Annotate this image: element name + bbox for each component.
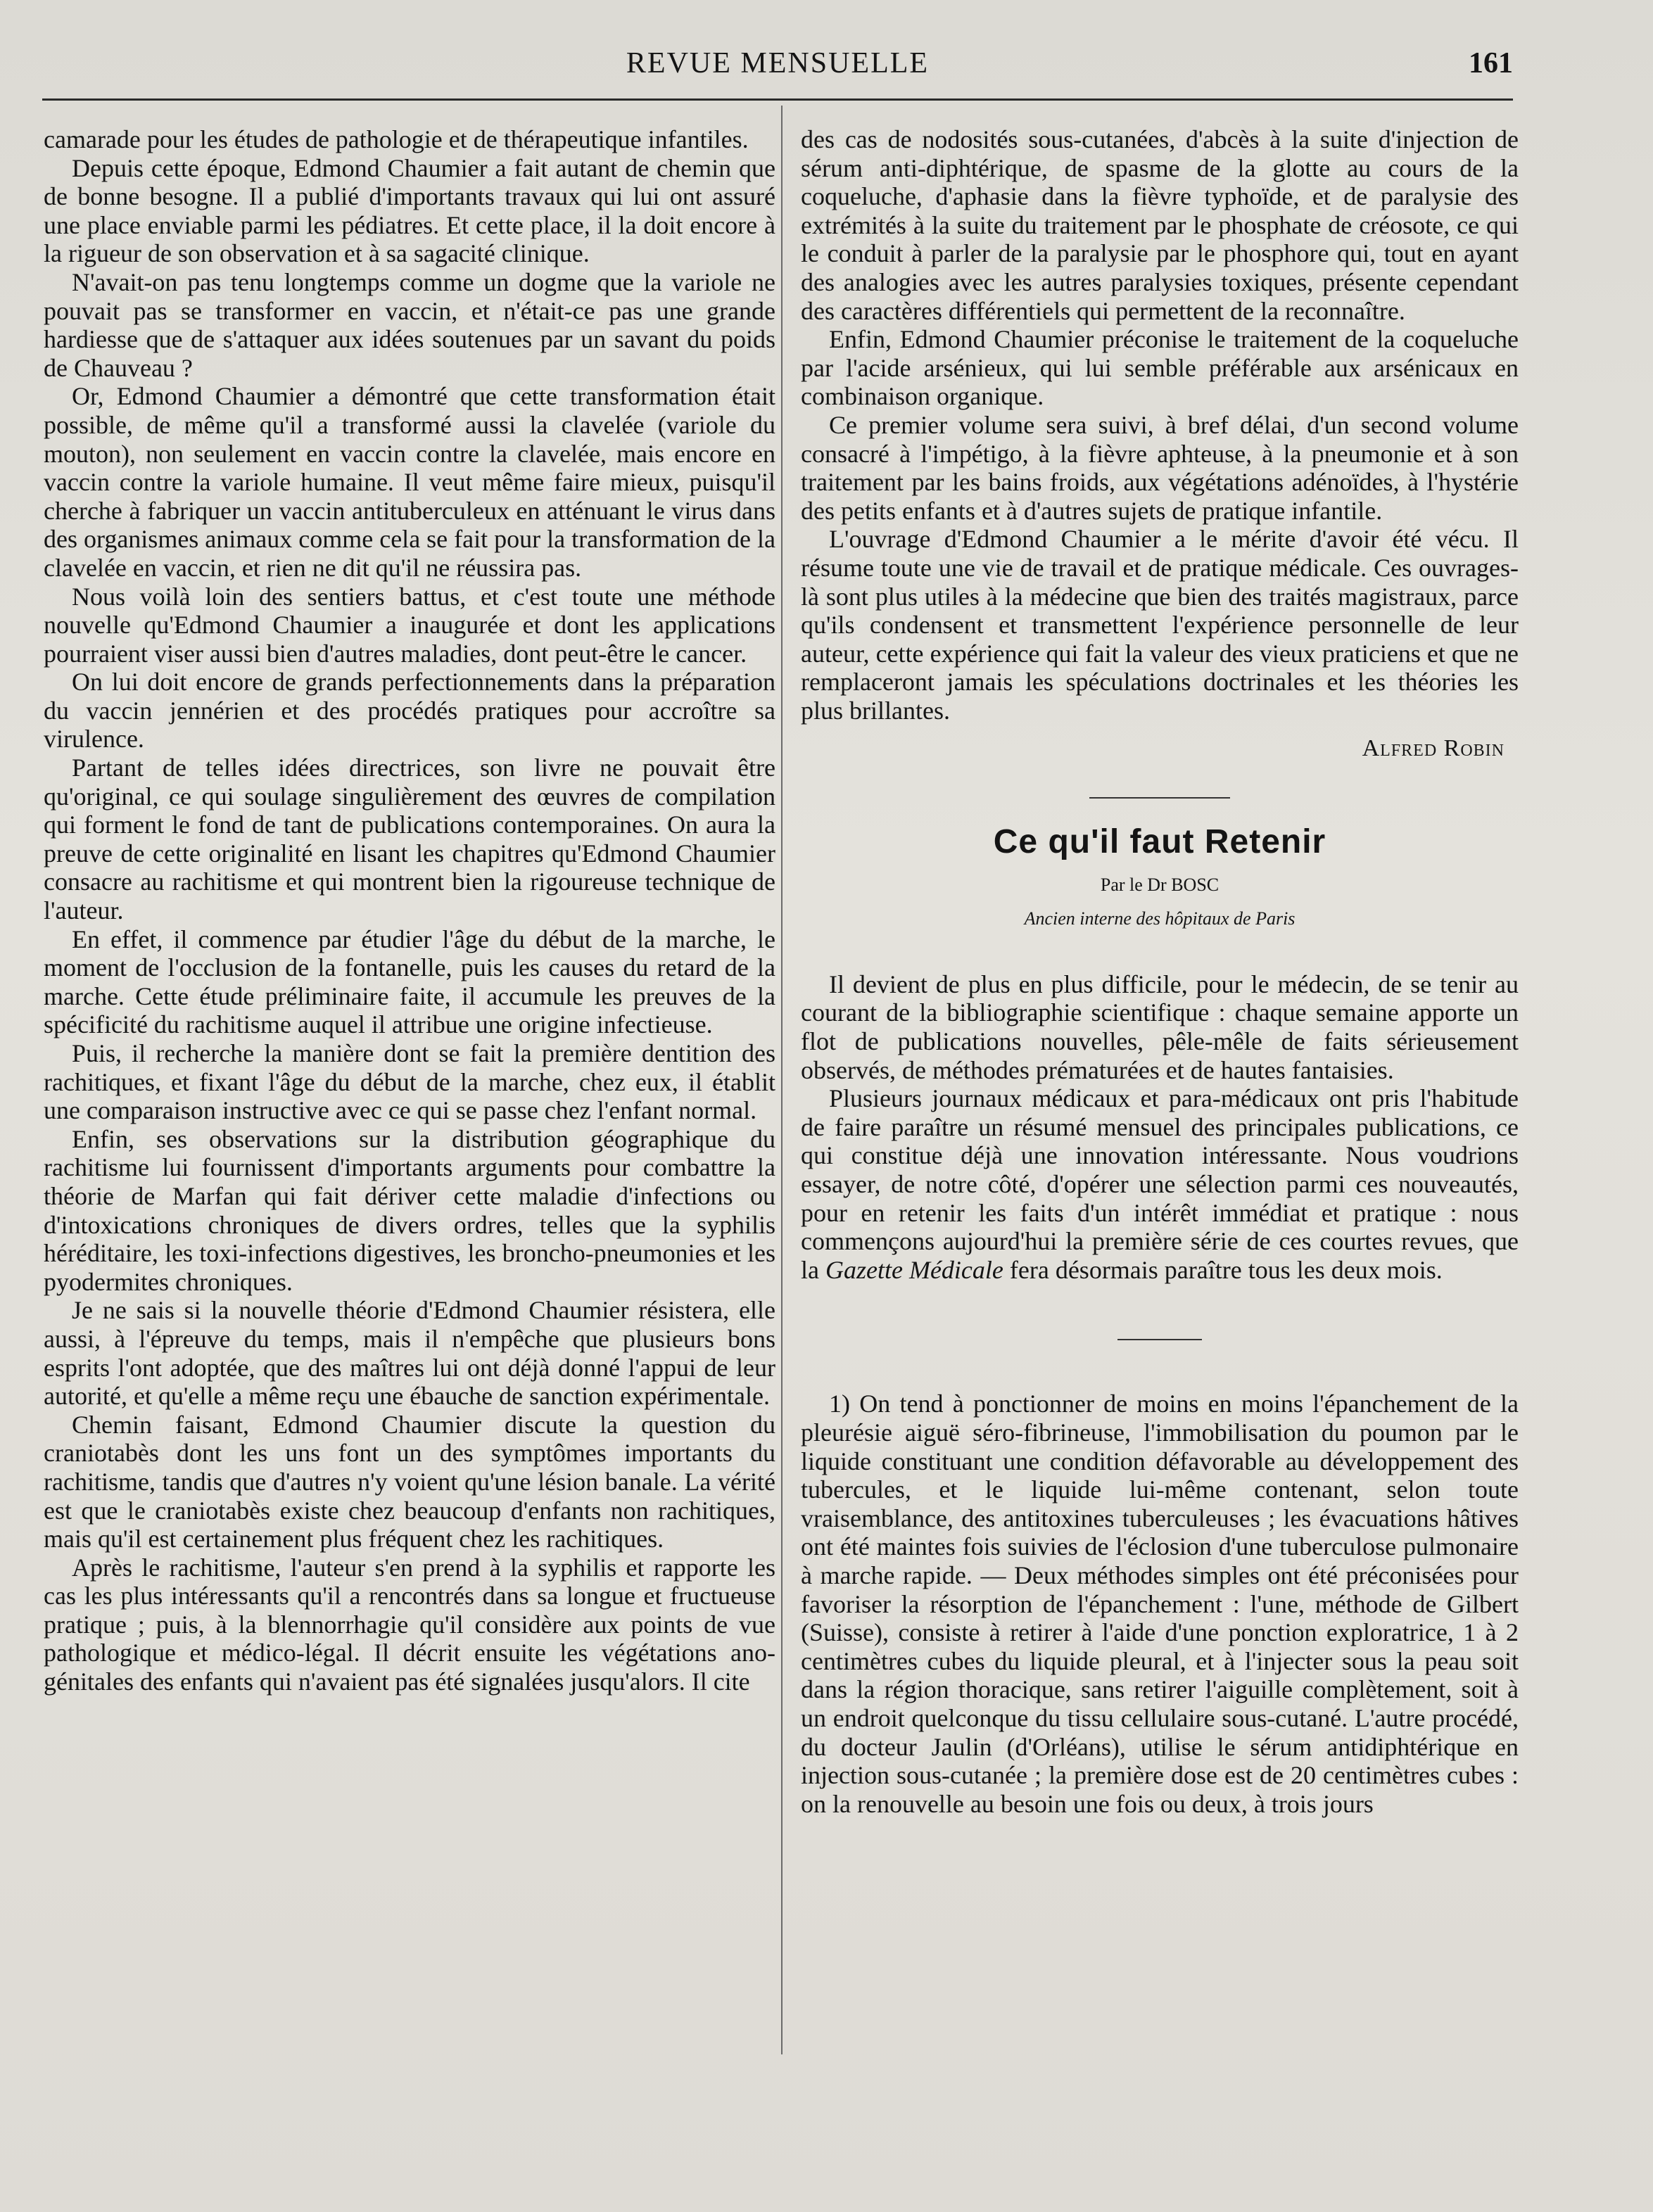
paragraph: N'avait-on pas tenu longtemps comme un dogme que la variole ne pouvait pas se transformer en vaccin, et n'était-ce pas une grande hardiesse que de s'attaquer aux idées soutenues par un savant du poids de Chauveau ? <box>44 267 775 382</box>
paragraph: Après le rachitisme, l'auteur s'en prend à la syphilis et rapporte les cas les plus intéressants qu'il a rencontrés dans sa longue et fructueuse pratique ; puis, à la blennorrhagie qu'il considère aux points de vue pathologique et médico-légal. Il décrit ensuite les végétations ano-génitales des enfants qui n'avaient pas été signalées jusqu'alors. Il cite <box>44 1553 775 1696</box>
paragraph: camarade pour les études de pathologie et de thérapeutique infantiles. <box>44 125 749 153</box>
journal-title: REVUE MENSUELLE <box>626 47 930 80</box>
right-column <box>801 125 1519 2067</box>
paragraph: L'ouvrage d'Edmond Chaumier a le mérite d'avoir été vécu. Il résume toute une vie de travail et de pratique médicale. Ces ouvrages-là sont plus utiles à la médecine que bien des traités magistraux, parce qu'ils condensent et transmettent l'expérience personnelle de leur auteur, cette expérience qui fait la valeur des vieux praticiens et que ne remplaceront jamais les spéculations doctrinales et les théories les plus brillantes. <box>801 525 1519 725</box>
byline: Par le Dr BOSC <box>1100 874 1220 895</box>
page-header <box>42 42 1513 91</box>
column-divider <box>781 106 783 2054</box>
section-separator <box>1089 797 1230 799</box>
author-affiliation: Ancien interne des hôpitaux de Paris <box>1024 908 1296 929</box>
paragraph: Partant de telles idées directrices, son livre ne pouvait être qu'original, ce qui soulage singulièrement des œuvres de compilation qui forment le fond de tant de publications contemporaines. On aura la preuve de cette originalité en lisant les chapitres qu'Edmond Chaumier consacre au rachitisme et qui montrent bien la rigoureuse technique de l'auteur. <box>44 754 775 925</box>
paragraph <box>801 1084 1519 1284</box>
paragraph: Chemin faisant, Edmond Chaumier discute la question du craniotabès dont les uns font un des symptômes importants du rachitisme, tandis que d'autres n'y voient qu'une lésion banale. La vérité est que le craniotabès existe chez beaucoup d'enfants non rachitiques, mais qu'il est certainement plus fréquent chez les rachitiques. <box>44 1410 775 1553</box>
section-intro <box>801 970 1519 1285</box>
paragraph-text: Plusieurs journaux médicaux et para-médicaux ont pris l'habitude de faire paraître un résumé mensuel des principales publications, ce qui constitue déjà une innovation intéressante. Nous voudrions essayer, de notre côté, d'opérer une sélection parmi ces nouveautés, pour en retenir les faits d'un intérêt immédiat et pratique : nous commençons aujourd'hui la première série de ces courtes revues, que la <box>801 1084 1519 1284</box>
left-column <box>44 125 775 2067</box>
paragraph: On lui doit encore de grands perfectionnements dans la préparation du vaccin jennérien et des procédés pratiques pour accroître sa virulence. <box>44 668 775 754</box>
short-separator <box>1117 1339 1202 1340</box>
paragraph: Or, Edmond Chaumier a démontré que cette transformation était possible, de même qu'il a transformé aussi la clavelée (variole du mouton), non seulement en vaccin contre la clavelée, mais encore en vaccin contre la variole humaine. Il veut même faire mieux, puisqu'il cherche à fabriquer un vaccin antituberculeux en atténuant le virus dans des organismes animaux comme cela se fait pour la transformation de la clavelée en vaccin, et rien ne dit qu'il ne réussira pas. <box>44 382 775 582</box>
page-number: 161 <box>1469 47 1513 80</box>
paragraph: des cas de nodosités sous-cutanées, d'abcès à la suite d'injection de sérum anti-diphtérique, de spasme de la glotte au cours de la coqueluche, d'aphasie dans la fièvre typhoïde, et de paralysie des extrémités à la suite du traitement par le phosphate de créosote, ce qui le conduit à parler de la paralysie par le phosphore qui, tout en ayant des analogies avec les autres paralysies toxiques, présente cependant des caractères différentiels qui permettent de la reconnaître. <box>801 125 1519 325</box>
paragraph: En effet, il commence par étudier l'âge du début de la marche, le moment de l'occlusion de la fontanelle, puis les causes du retard de la marche. Cette étude préliminaire faite, il accumule les preuves de la spécificité du rachitisme auquel il attribue une origine infectieuse. <box>44 924 775 1039</box>
paragraph: Depuis cette époque, Edmond Chaumier a fait autant de chemin que de bonne besogne. Il a publié d'importants travaux qui lui ont assuré une place enviable parmi les pédiatres. Et cette place, il la doit encore à la rigueur de son observation et à sa sagacité clinique. <box>44 153 775 268</box>
paragraph: Ce premier volume sera suivi, à bref délai, d'un second volume consacré à l'impétigo, à la fièvre aphteuse, à la pneumonie et à son traitement par les bains froids, aux végétations adénoïdes, à l'hystérie des petits enfants et à d'autres sujets de pratique infantile. <box>801 410 1519 525</box>
author-signature: Alfred Robin <box>1362 735 1505 762</box>
paragraph: Enfin, ses observations sur la distribution géographique du rachitisme lui fournissent d'importants arguments pour combattre la théorie de Marfan qui fait dériver cette maladie d'infections ou d'intoxications chroniques de divers ordres, telles que la syphilis héréditaire, les toxi-infections digestives, les broncho-pneumonies et les pyodermites chroniques. <box>44 1124 775 1296</box>
paragraph-tail: fera désormais paraître tous les deux mois. <box>1003 1255 1443 1284</box>
paragraph: Puis, il recherche la manière dont se fait la première dentition des rachitiques, et fixant l'âge du début de la marche, chez eux, il établit une comparaison instructive avec ce qui se passe chez l'enfant normal. <box>44 1039 775 1125</box>
publication-name: Gazette Médicale <box>825 1255 1003 1284</box>
section-title: Ce qu'il faut Retenir <box>993 823 1326 861</box>
numbered-item: 1) On tend à ponctionner de moins en moins l'épanchement de la pleurésie aiguë séro-fibrineuse, l'immobilisation du poumon par le liquide constituant une condition défavorable au développement des tubercules, et le liquide lui-même contenant, selon toute vraisemblance, des antitoxines tuberculeuses ; les évacuations hâtives ont été maintes fois suivies de l'éclosion d'une tuberculose pulmonaire à marche rapide. — Deux méthodes simples ont été préconisées pour favoriser la résorption de l'épanchement : l'une, méthode de Gilbert (Suisse), consiste à retirer à l'aide d'une ponction exploratrice, 1 à 2 centimètres cubes du liquide pleural, et à l'injecter sous la peau soit dans la région thoracique, sans retirer l'aiguille complètement, soit à un endroit quelconque du tissu cellulaire sous-cutané. L'autre procédé, du docteur Jaulin (d'Orléans), utilise le sérum antidiphtérique en injection sous-cutanée ; la première dose est de 20 centimètres cubes : on la renouvelle au besoin une fois ou deux, à trois jours <box>801 1390 1519 1818</box>
paragraph: Enfin, Edmond Chaumier préconise le traitement de la coqueluche par l'acide arsénieux, qui lui semble préférable aux arsénicaux en combinaison organique. <box>801 325 1519 411</box>
paragraph: Je ne sais si la nouvelle théorie d'Edmond Chaumier résistera, elle aussi, à l'épreuve du temps, mais il n'empêche que plusieurs bons esprits l'ont adoptée, que des maîtres lui ont déjà donné l'appui de leur autorité, et qu'elle a même reçu une ébauche de sanction expérimentale. <box>44 1296 775 1411</box>
paragraph: Il devient de plus en plus difficile, pour le médecin, de se tenir au courant de la bibliographie scientifique : chaque semaine apporte un flot de publications nouvelles, pêle-mêle de faits sérieusement observés, de méthodes prématurées et de hautes fantaisies. <box>801 970 1519 1084</box>
paragraph: Nous voilà loin des sentiers battus, et c'est toute une méthode nouvelle qu'Edmond Chaumier a inaugurée et dont les applications pourraient viser aussi bien d'autres maladies, dont peut-être le cancer. <box>44 582 775 668</box>
header-rule <box>42 98 1513 101</box>
